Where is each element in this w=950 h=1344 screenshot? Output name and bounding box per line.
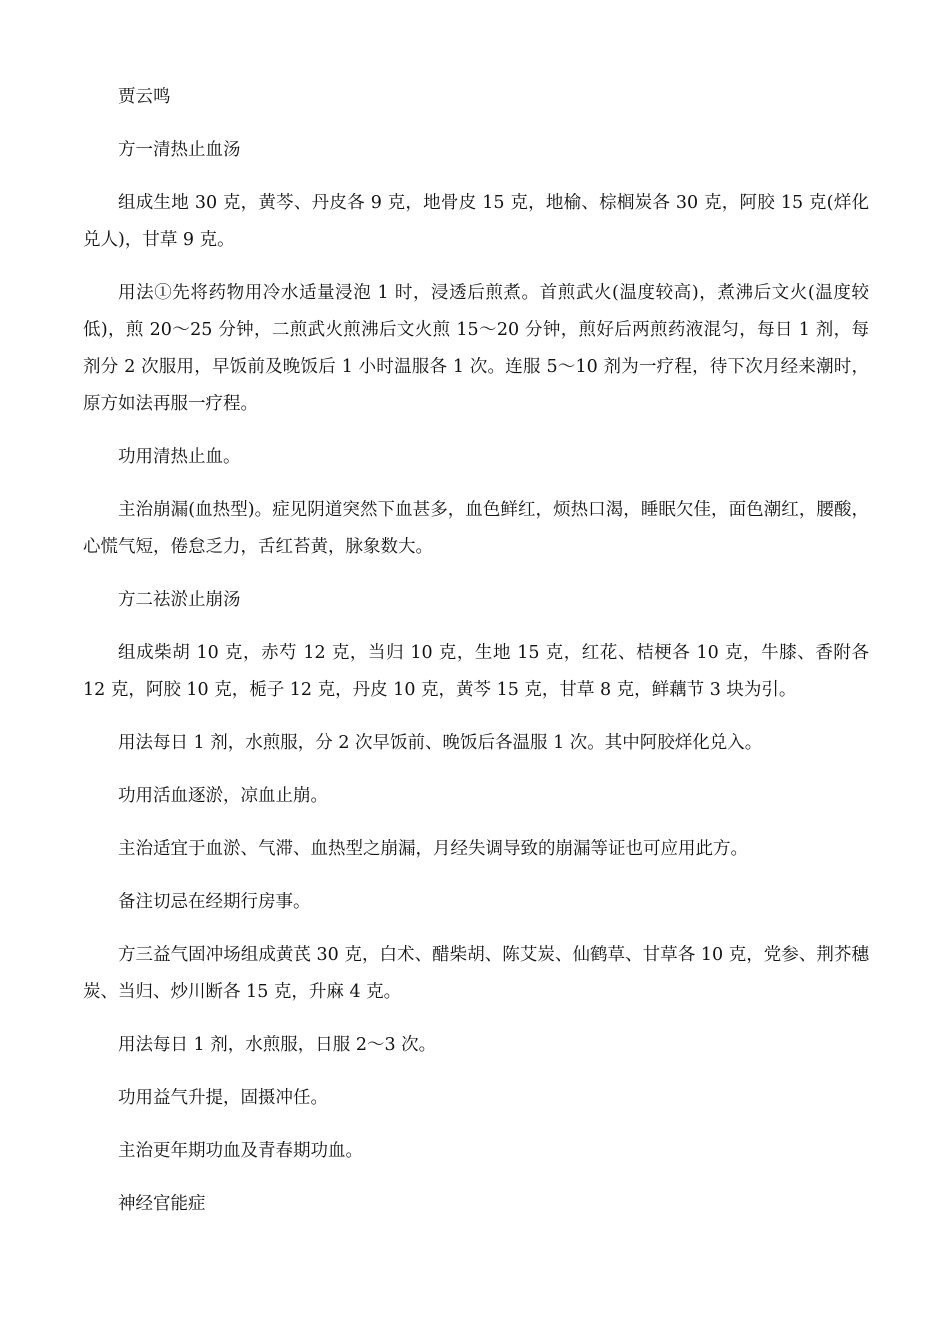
recipe2-title: 方二祛淤止崩汤 (118, 590, 241, 610)
recipe2-composition: 组成柴胡 10 克，赤芍 12 克，当归 10 克，生地 15 克，红花、桔梗各 10 克，牛膝、香附各 12 克，阿胶 10 克，栀子 12 克，丹皮 10 克，黄芩 15 克，甘草 8 克，鲜藕节 3 块为引。 (83, 643, 869, 700)
recipe3-title-composition: 方三益气固冲场组成黄芪 30 克，白术、醋柴胡、陈艾炭、仙鹤草、甘草各 10 克，党参、荆芥穗炭、当归、炒川断各 15 克，升麻 4 克。 (83, 945, 869, 1002)
recipe1-usage: 用法①先将药物用冷水适量浸泡 1 时，浸透后煎煮。首煎武火(温度较高)，煮沸后文火(温度较低)，煎 20～25 分钟，二煎武火煎沸后文火煎 15～20 分钟，煎好后两煎药液混匀，每日 1 剂，每剂分 2 次服用，早饭前及晚饭后 1 小时温服各 1 次。连服 5～10 剂为一疗程，待下次月经来潮时，原方如法再服一疗程。 (83, 283, 869, 414)
recipe2-indication: 主治适宜于血淤、气滞、血热型之崩漏，月经失调导致的崩漏等证也可应用此方。 (118, 839, 748, 859)
recipe1-function: 功用清热止血。 (118, 447, 241, 467)
recipe2-note: 备注切忌在经期行房事。 (118, 892, 311, 912)
recipe2-function: 功用活血逐淤，凉血止崩。 (118, 786, 328, 806)
section-heading: 神经官能症 (118, 1194, 206, 1214)
recipe1-indication: 主治崩漏(血热型)。症见阴道突然下血甚多，血色鲜红，烦热口渴，睡眠欠佳，面色潮红，腰酸，心慌气短，倦怠乏力，舌红苔黄，脉象数大。 (83, 500, 869, 557)
recipe3-function: 功用益气升提，固摄冲任。 (118, 1088, 328, 1108)
document-body (83, 79, 869, 1239)
recipe3-usage: 用法每日 1 剂，水煎服，日服 2～3 次。 (118, 1035, 437, 1055)
recipe2-usage: 用法每日 1 剂，水煎服，分 2 次早饭前、晚饭后各温服 1 次。其中阿胶烊化兑入。 (118, 733, 763, 753)
recipe3-indication: 主治更年期功血及青春期功血。 (118, 1141, 363, 1161)
author-line: 贾云鸣 (118, 87, 171, 107)
recipe1-composition: 组成生地 30 克，黄芩、丹皮各 9 克，地骨皮 15 克，地榆、棕榈炭各 30 克，阿胶 15 克(烊化兑人)，甘草 9 克。 (83, 193, 869, 250)
recipe1-title: 方一清热止血汤 (118, 140, 241, 160)
